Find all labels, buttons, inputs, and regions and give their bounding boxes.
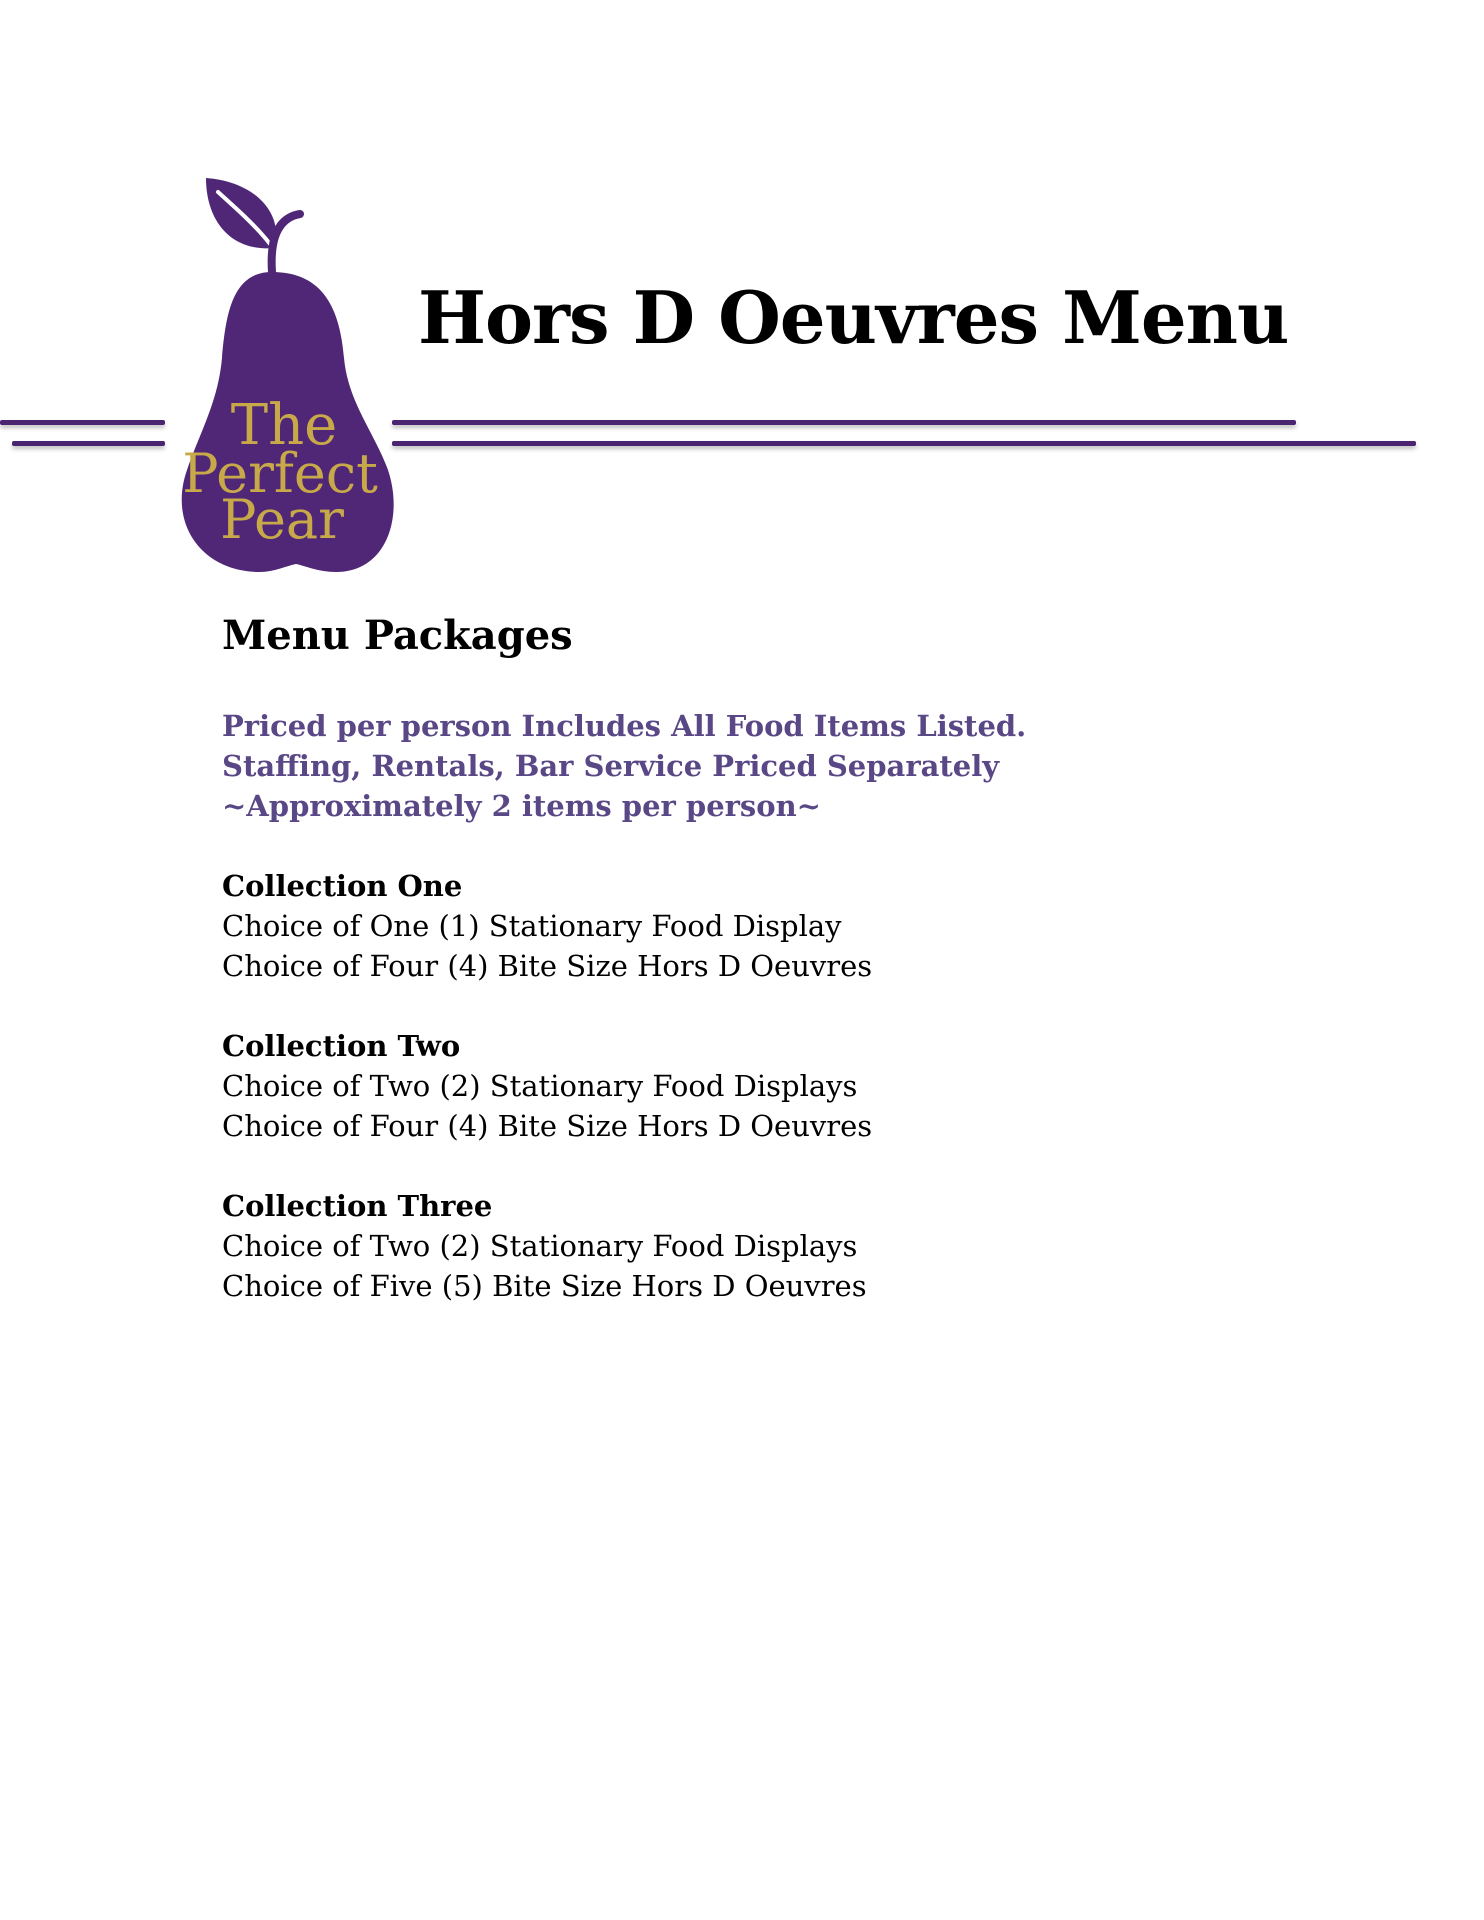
collection-one — [222, 866, 1322, 986]
collection-item: Choice of One (1) Stationary Food Display — [222, 909, 842, 943]
pricing-notes — [222, 706, 1322, 826]
collection-two — [222, 1026, 1322, 1146]
header-rule-left-upper — [0, 420, 165, 425]
menu-packages-section — [222, 606, 1322, 1306]
pricing-note: ~Approximately 2 items per person~ — [222, 789, 821, 823]
section-title: Menu Packages — [222, 612, 573, 659]
logo-text-perfect: Perfect — [182, 442, 378, 505]
header-rule-right-upper — [392, 420, 1296, 425]
page-title: Hors D Oeuvres Menu — [418, 275, 1289, 360]
logo-text-the: The — [230, 393, 338, 458]
pear-logo — [160, 170, 400, 580]
pricing-note: Priced per person Includes All Food Items Listed. — [222, 709, 1027, 743]
collection-three — [222, 1186, 1322, 1306]
collection-item: Choice of Two (2) Stationary Food Displays — [222, 1229, 858, 1263]
collection-item: Choice of Two (2) Stationary Food Displays — [222, 1069, 858, 1103]
collection-item: Choice of Four (4) Bite Size Hors D Oeuvres — [222, 1109, 873, 1143]
collection-name: Collection Two — [222, 1029, 461, 1063]
collection-name: Collection Three — [222, 1189, 493, 1223]
collection-name: Collection One — [222, 869, 463, 903]
pricing-note: Staffing, Rentals, Bar Service Priced Separately — [222, 749, 1000, 783]
header-rule-right-lower — [392, 441, 1416, 446]
collection-item: Choice of Five (5) Bite Size Hors D Oeuvres — [222, 1269, 867, 1303]
logo-text-pear: Pear — [220, 488, 344, 551]
header-rule-left-lower — [12, 441, 165, 446]
collection-item: Choice of Four (4) Bite Size Hors D Oeuvres — [222, 949, 873, 983]
pear-stem-icon — [272, 214, 300, 272]
